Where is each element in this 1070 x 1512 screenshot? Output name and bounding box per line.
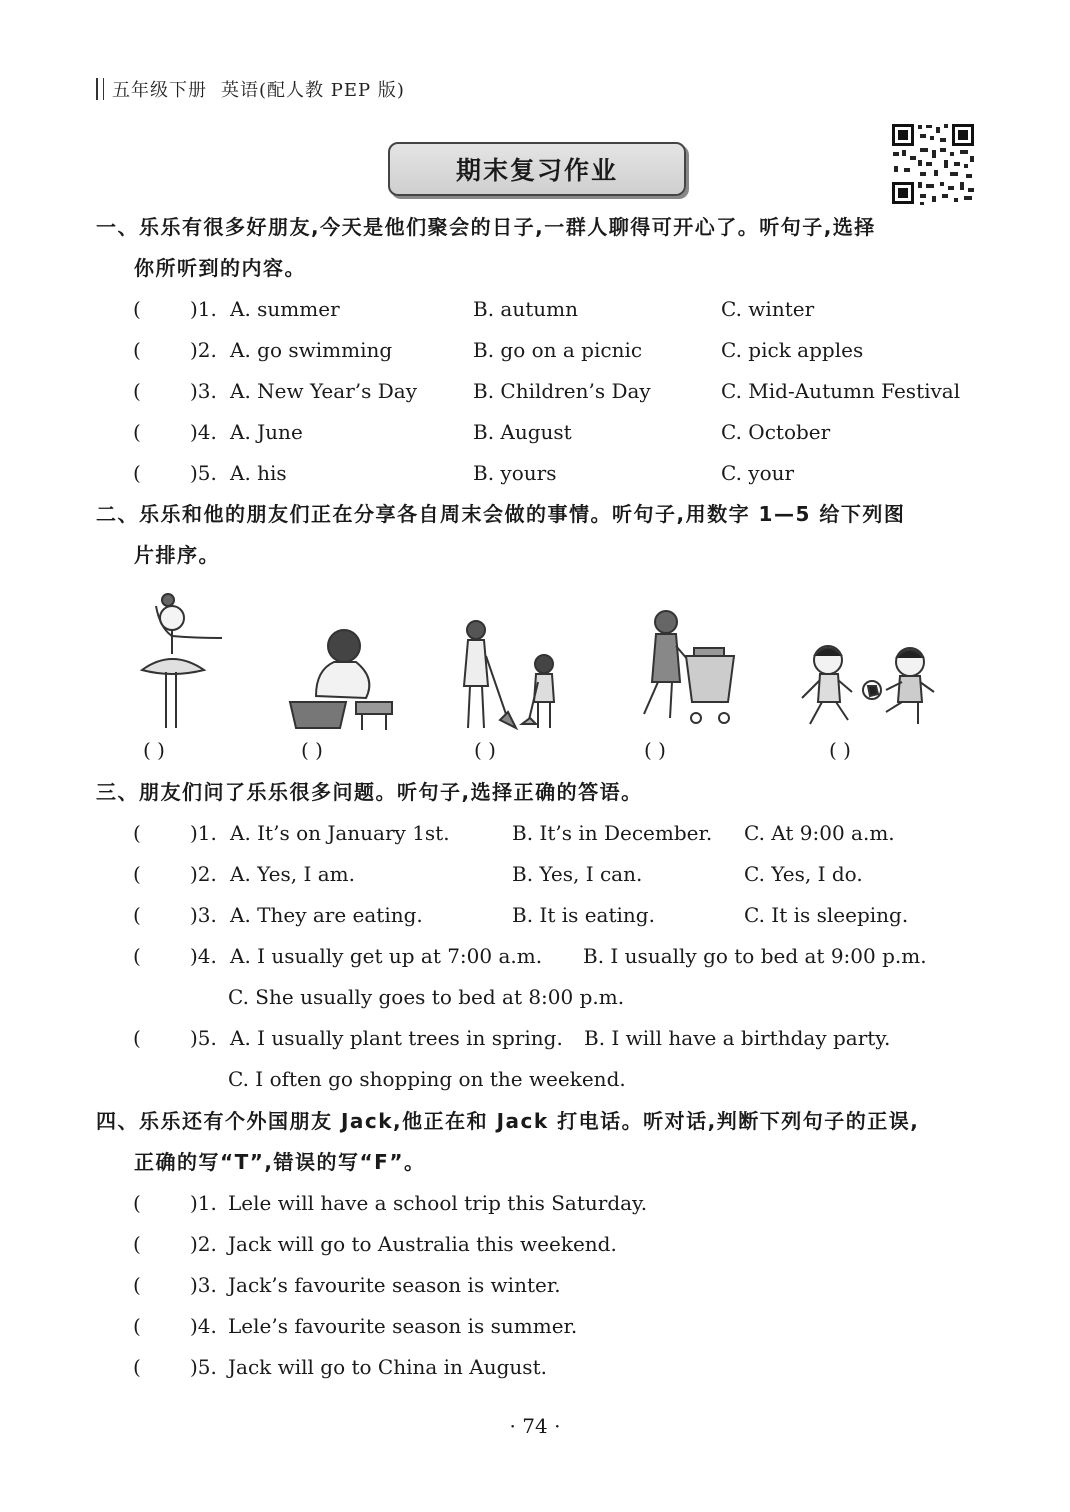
header-bar-decoration: [96, 78, 104, 100]
answer-blank[interactable]: (: [133, 379, 141, 403]
item-number: )5.: [190, 1355, 217, 1379]
item-number: )5.: [190, 1026, 217, 1050]
option-c: C. your: [721, 461, 795, 485]
answer-blank[interactable]: (: [133, 1355, 141, 1379]
picture-blank-4[interactable]: ( ): [644, 738, 666, 762]
option-a: A. Yes, I am.: [230, 862, 355, 886]
picture-blank-2[interactable]: ( ): [301, 738, 323, 762]
option-a: A. It’s on January 1st.: [230, 821, 450, 845]
section4-title-line2: 正确的写“T”,错误的写“F”。: [134, 1150, 426, 1174]
item-number: )5.: [190, 461, 217, 485]
item-number: )4.: [190, 420, 217, 444]
option-a: A. They are eating.: [230, 903, 423, 927]
item-number: )2.: [190, 1232, 217, 1256]
section3-title: 三、朋友们问了乐乐很多问题。听句子,选择正确的答语。: [96, 780, 643, 804]
option-b: B. go on a picnic: [473, 338, 643, 362]
option-a: A. his: [230, 461, 287, 485]
section4-title-line1: 四、乐乐还有个外国朋友 Jack,他正在和 Jack 打电话。听对话,判断下列句子的正误,: [96, 1109, 920, 1133]
section1-title: [96, 207, 986, 289]
statement-text: Lele’s favourite season is summer.: [228, 1314, 578, 1338]
page-title: 期末复习作业: [388, 142, 686, 196]
answer-blank[interactable]: (: [133, 1191, 141, 1215]
running-header: [96, 76, 405, 102]
answer-blank[interactable]: (: [133, 862, 141, 886]
answer-blank[interactable]: (: [133, 944, 141, 968]
option-a: A. summer: [230, 297, 340, 321]
option-a: A. New Year’s Day: [230, 379, 417, 403]
answer-blank[interactable]: (: [133, 1232, 141, 1256]
option-b: B. Yes, I can.: [512, 862, 643, 886]
option-c: C. winter: [721, 297, 815, 321]
option-c: C. I often go shopping on the weekend.: [228, 1067, 626, 1091]
header-grade: 五年级下册: [112, 80, 207, 101]
option-a: A. I usually plant trees in spring.: [230, 1026, 563, 1050]
ballet-dancer-icon: [132, 588, 228, 734]
statement-text: Lele will have a school trip this Saturday.: [228, 1191, 648, 1215]
section4-title: [96, 1101, 986, 1183]
option-a: A. go swimming: [230, 338, 393, 362]
page-number: · 74 ·: [509, 1414, 561, 1438]
option-b: B. August: [473, 420, 572, 444]
statement-text: Jack’s favourite season is winter.: [228, 1273, 561, 1297]
answer-blank[interactable]: (: [133, 297, 141, 321]
item-number: )1.: [190, 821, 217, 845]
option-a: A. June: [230, 420, 303, 444]
section1-title-line1: 一、乐乐有很多好朋友,今天是他们聚会的日子,一群人聊得可开心了。听句子,选择: [96, 215, 876, 239]
statement-text: Jack will go to Australia this weekend.: [228, 1232, 617, 1256]
statement-text: Jack will go to China in August.: [228, 1355, 547, 1379]
sweeping-floor-icon: [456, 616, 568, 734]
option-b: B. autumn: [473, 297, 578, 321]
answer-blank[interactable]: (: [133, 1026, 141, 1050]
option-b: B. yours: [473, 461, 557, 485]
item-number: )3.: [190, 379, 217, 403]
answer-blank[interactable]: (: [133, 821, 141, 845]
section2-title-line2: 片排序。: [134, 543, 220, 567]
item-number: )3.: [190, 903, 217, 927]
answer-blank[interactable]: (: [133, 420, 141, 444]
option-b: B. It is eating.: [512, 903, 655, 927]
option-b: B. Children’s Day: [473, 379, 651, 403]
item-number: )2.: [190, 862, 217, 886]
item-number: )2.: [190, 338, 217, 362]
picture-blank-1[interactable]: ( ): [143, 738, 165, 762]
picture-blank-3[interactable]: ( ): [474, 738, 496, 762]
answer-blank[interactable]: (: [133, 461, 141, 485]
option-c: C. Mid-Autumn Festival: [721, 379, 961, 403]
section2-title: [96, 494, 986, 576]
section2-title-line1: 二、乐乐和他的朋友们正在分享各自周末会做的事情。听句子,用数字 1—5 给下列图: [96, 502, 906, 526]
option-b: B. I will have a birthday party.: [584, 1026, 891, 1050]
item-number: )3.: [190, 1273, 217, 1297]
option-c: C. Yes, I do.: [744, 862, 863, 886]
item-number: )1.: [190, 297, 217, 321]
picture-blank-5[interactable]: ( ): [829, 738, 851, 762]
item-number: )4.: [190, 944, 217, 968]
header-subject: 英语(配人教 PEP 版): [221, 80, 405, 101]
playing-football-icon: [794, 640, 940, 736]
option-c: C. pick apples: [721, 338, 864, 362]
option-c: C. At 9:00 a.m.: [744, 821, 895, 845]
shopping-cart-icon: [626, 606, 738, 730]
option-c: C. October: [721, 420, 831, 444]
answer-blank[interactable]: (: [133, 1314, 141, 1338]
item-number: )1.: [190, 1191, 217, 1215]
girl-washing-clothes-icon: [286, 618, 396, 732]
item-number: )4.: [190, 1314, 217, 1338]
option-b: B. It’s in December.: [512, 821, 713, 845]
qr-code-icon[interactable]: [890, 122, 976, 206]
option-c: C. She usually goes to bed at 8:00 p.m.: [228, 985, 625, 1009]
option-a: A. I usually get up at 7:00 a.m.: [230, 944, 543, 968]
option-b: B. I usually go to bed at 9:00 p.m.: [583, 944, 927, 968]
option-c: C. It is sleeping.: [744, 903, 909, 927]
answer-blank[interactable]: (: [133, 903, 141, 927]
answer-blank[interactable]: (: [133, 1273, 141, 1297]
section1-title-line2: 你所听到的内容。: [134, 256, 306, 280]
answer-blank[interactable]: (: [133, 338, 141, 362]
